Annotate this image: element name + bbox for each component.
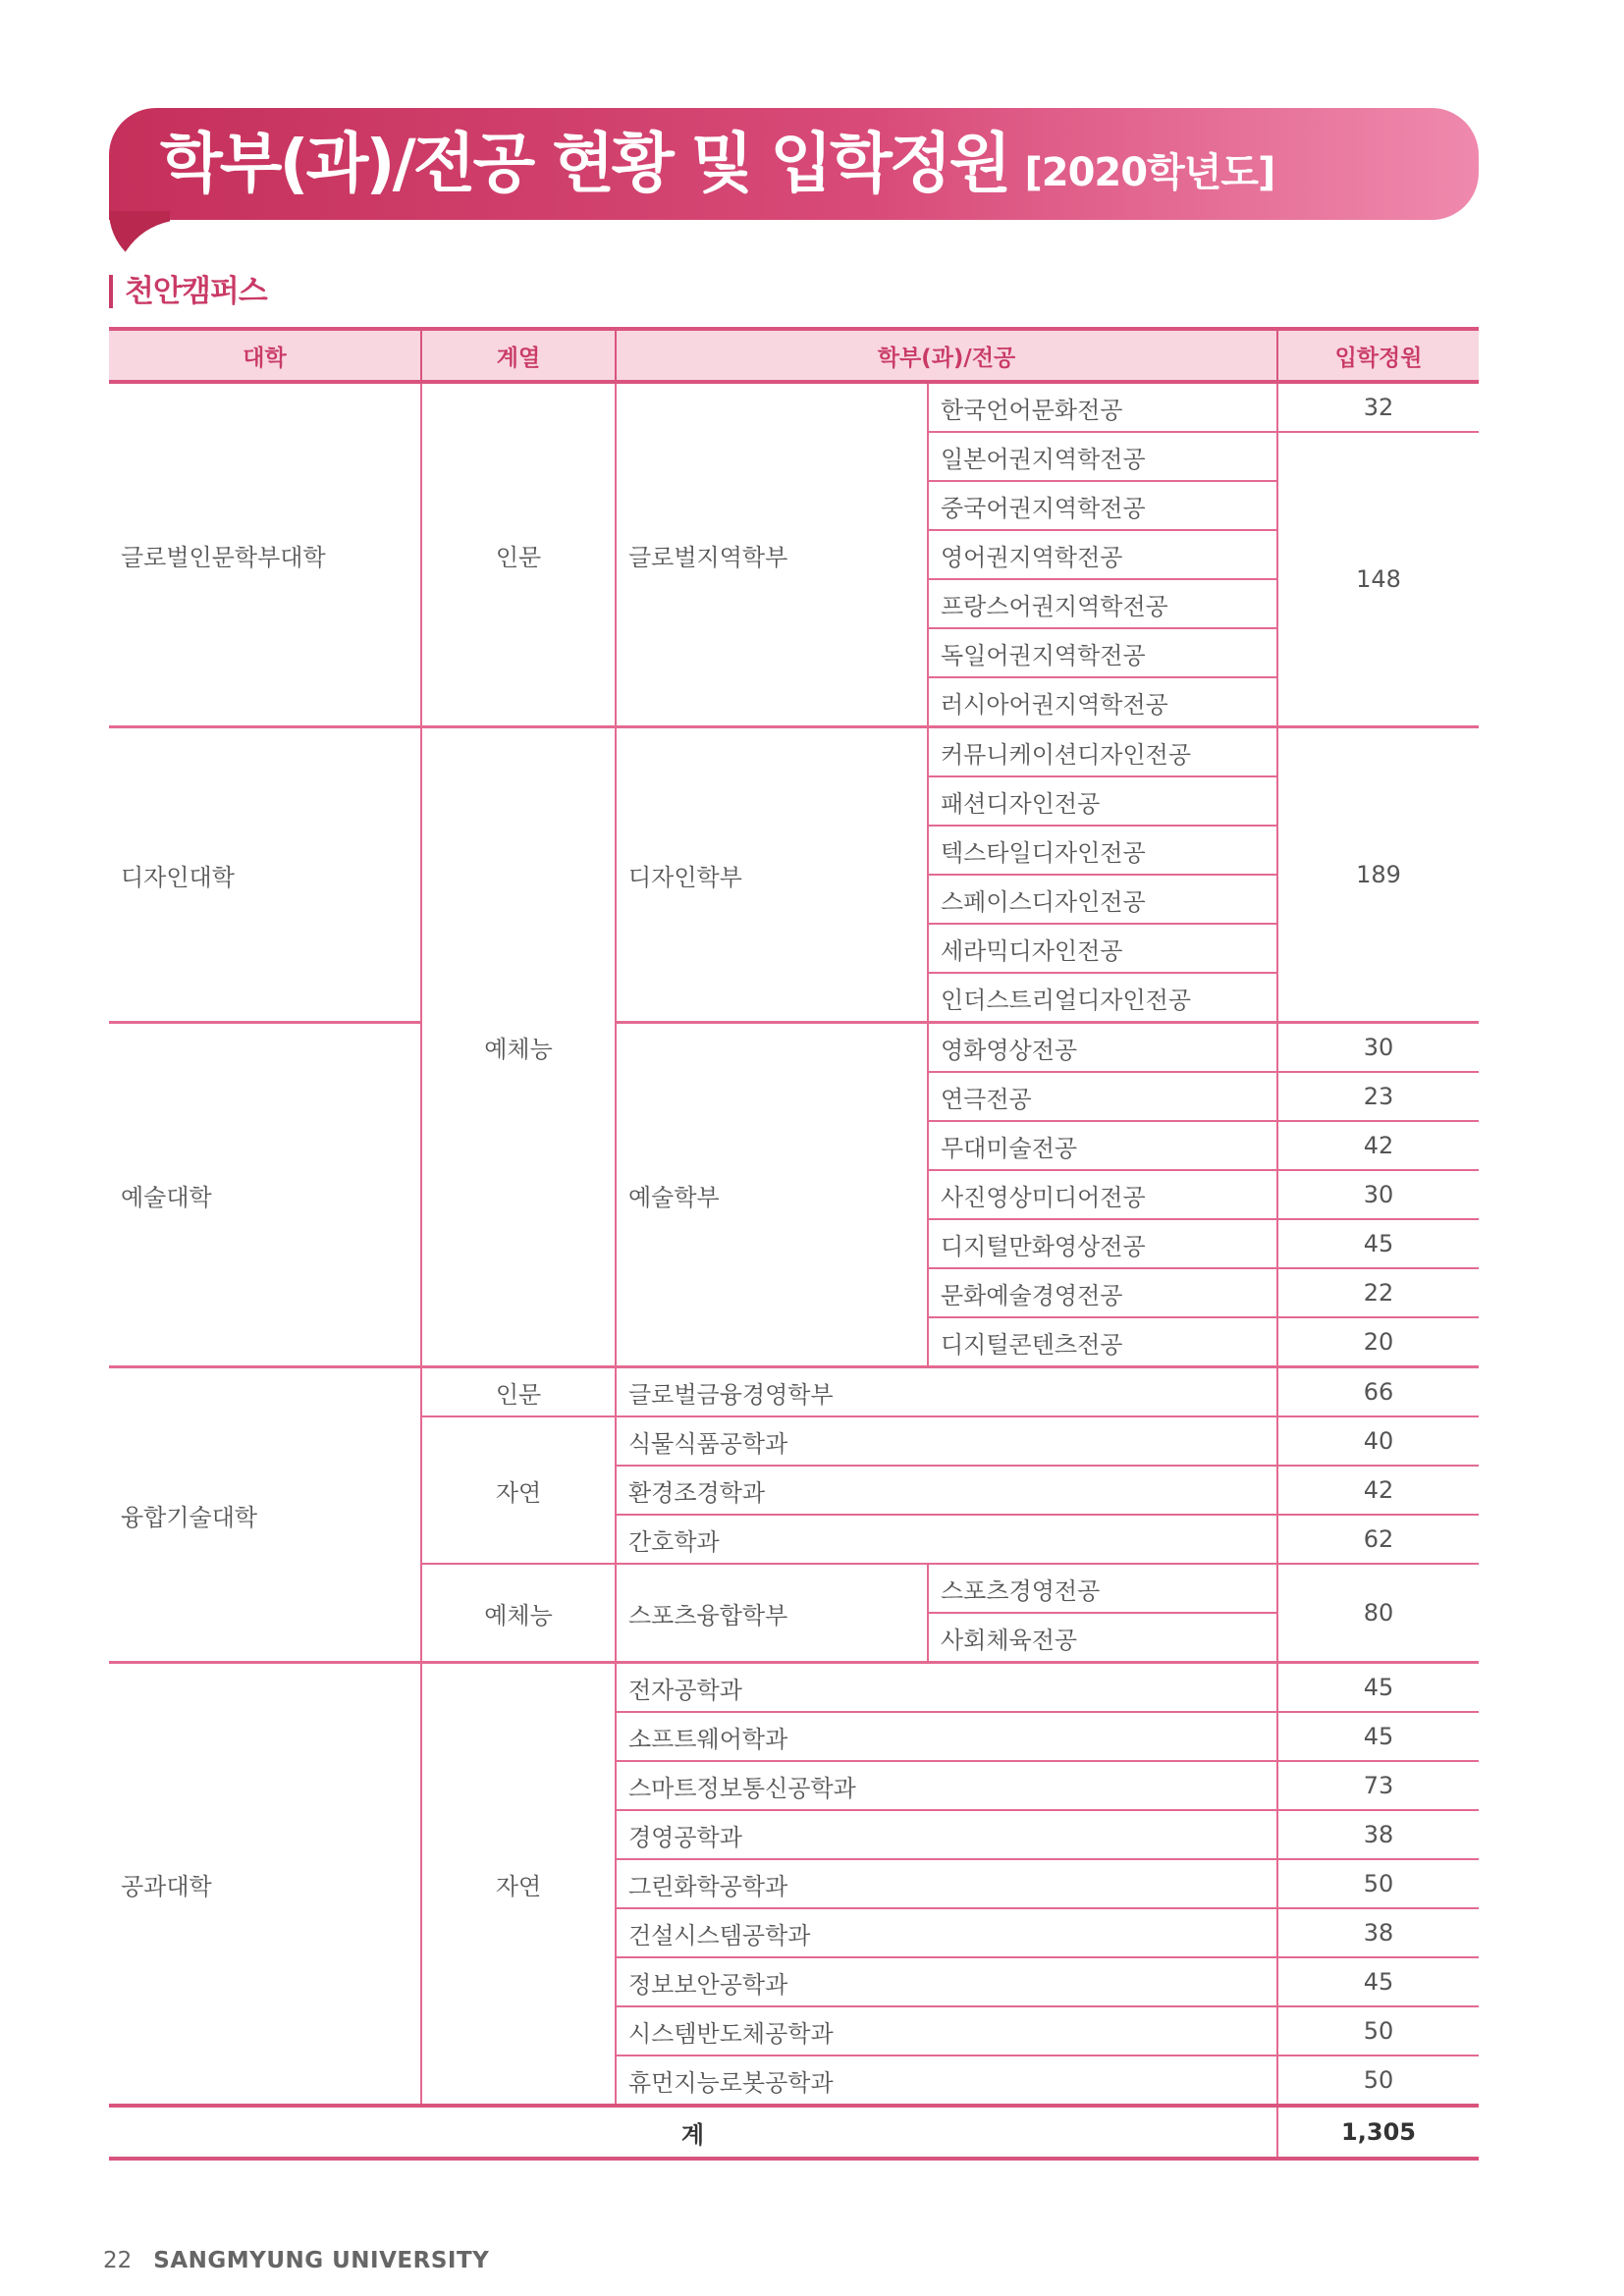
total-row bbox=[109, 2106, 1479, 2159]
quota-cell: 38 bbox=[1277, 1908, 1479, 1957]
quota-cell: 148 bbox=[1277, 432, 1479, 727]
total-label: 계 bbox=[109, 2106, 1277, 2159]
field-cell: 예체능 bbox=[421, 727, 616, 1367]
quota-cell: 189 bbox=[1277, 727, 1479, 1023]
quota-cell: 45 bbox=[1277, 1663, 1479, 1713]
major-cell: 세라믹디자인전공 bbox=[928, 924, 1277, 973]
major-cell: 문화예술경영전공 bbox=[928, 1268, 1277, 1317]
quota-cell: 42 bbox=[1277, 1466, 1479, 1515]
page-title bbox=[160, 121, 1274, 207]
major-cell: 일본어권지역학전공 bbox=[928, 432, 1277, 481]
campus-label: 천안캠퍼스 bbox=[109, 275, 267, 308]
quota-cell: 45 bbox=[1277, 1219, 1479, 1268]
dept-cell: 스마트정보통신공학과 bbox=[616, 1761, 1277, 1810]
dept-cell: 식물식품공학과 bbox=[616, 1416, 1277, 1466]
major-cell: 독일어권지역학전공 bbox=[928, 628, 1277, 677]
dept-cell: 시스템반도체공학과 bbox=[616, 2006, 1277, 2056]
quota-cell: 45 bbox=[1277, 1957, 1479, 2006]
quota-cell: 50 bbox=[1277, 2006, 1479, 2056]
quota-cell: 40 bbox=[1277, 1416, 1479, 1466]
major-cell: 인더스트리얼디자인전공 bbox=[928, 973, 1277, 1023]
major-cell: 러시아어권지역학전공 bbox=[928, 677, 1277, 727]
major-cell: 디지털만화영상전공 bbox=[928, 1219, 1277, 1268]
major-cell: 디지털콘텐츠전공 bbox=[928, 1317, 1277, 1367]
field-cell: 예체능 bbox=[421, 1564, 616, 1663]
field-cell: 인문 bbox=[421, 1367, 616, 1417]
quota-cell: 50 bbox=[1277, 2056, 1479, 2106]
field-cell: 인문 bbox=[421, 382, 616, 727]
quota-cell: 38 bbox=[1277, 1810, 1479, 1859]
quota-cell: 30 bbox=[1277, 1023, 1479, 1073]
table-row bbox=[109, 727, 1479, 777]
quota-cell: 66 bbox=[1277, 1367, 1479, 1417]
page-title-year: [2020학년도] bbox=[1024, 150, 1275, 195]
page-number: 22 bbox=[103, 2248, 133, 2273]
dept-cell: 글로벌지역학부 bbox=[616, 382, 928, 727]
table-row bbox=[109, 1663, 1479, 1713]
college-cell: 공과대학 bbox=[109, 1663, 421, 2107]
college-cell: 예술대학 bbox=[109, 1023, 421, 1367]
page-footer bbox=[103, 2248, 489, 2273]
dept-cell: 건설시스템공학과 bbox=[616, 1908, 1277, 1957]
college-cell: 융합기술대학 bbox=[109, 1367, 421, 1663]
major-cell: 연극전공 bbox=[928, 1072, 1277, 1121]
major-cell: 영화영상전공 bbox=[928, 1023, 1277, 1073]
quota-cell: 50 bbox=[1277, 1859, 1479, 1908]
major-cell: 프랑스어권지역학전공 bbox=[928, 579, 1277, 628]
admissions-table-container bbox=[109, 327, 1479, 2161]
major-cell: 스포츠경영전공 bbox=[928, 1564, 1277, 1613]
col-header-dept: 학부(과)/전공 bbox=[616, 329, 1277, 382]
dept-cell: 스포츠융합학부 bbox=[616, 1564, 928, 1663]
dept-cell: 간호학과 bbox=[616, 1515, 1277, 1564]
quota-cell: 23 bbox=[1277, 1072, 1479, 1121]
quota-cell: 20 bbox=[1277, 1317, 1479, 1367]
dept-cell: 글로벌금융경영학부 bbox=[616, 1367, 1277, 1417]
field-cell: 자연 bbox=[421, 1663, 616, 2107]
quota-cell: 80 bbox=[1277, 1564, 1479, 1663]
dept-cell: 디자인학부 bbox=[616, 727, 928, 1023]
dept-cell: 정보보안공학과 bbox=[616, 1957, 1277, 2006]
dept-cell: 소프트웨어학과 bbox=[616, 1712, 1277, 1761]
college-cell: 글로벌인문학부대학 bbox=[109, 382, 421, 727]
quota-cell: 22 bbox=[1277, 1268, 1479, 1317]
page-title-text: 학부(과)/전공 현황 및 입학정원 bbox=[160, 126, 1009, 201]
major-cell: 한국언어문화전공 bbox=[928, 382, 1277, 432]
dept-cell: 예술학부 bbox=[616, 1023, 928, 1367]
quota-cell: 42 bbox=[1277, 1121, 1479, 1170]
table-row bbox=[109, 382, 1479, 432]
total-value: 1,305 bbox=[1277, 2106, 1479, 2159]
quota-cell: 73 bbox=[1277, 1761, 1479, 1810]
dept-cell: 휴먼지능로봇공학과 bbox=[616, 2056, 1277, 2106]
field-cell: 자연 bbox=[421, 1416, 616, 1564]
table-header-row bbox=[109, 329, 1479, 382]
quota-cell: 62 bbox=[1277, 1515, 1479, 1564]
major-cell: 스페이스디자인전공 bbox=[928, 875, 1277, 924]
col-header-college: 대학 bbox=[109, 329, 421, 382]
university-name: SANGMYUNG UNIVERSITY bbox=[153, 2248, 490, 2273]
major-cell: 중국어권지역학전공 bbox=[928, 481, 1277, 530]
table-row bbox=[109, 1023, 1479, 1073]
major-cell: 사회체육전공 bbox=[928, 1613, 1277, 1663]
table-row bbox=[109, 1367, 1479, 1417]
dept-cell: 경영공학과 bbox=[616, 1810, 1277, 1859]
dept-cell: 그린화학공학과 bbox=[616, 1859, 1277, 1908]
col-header-quota: 입학정원 bbox=[1277, 329, 1479, 382]
college-cell: 디자인대학 bbox=[109, 727, 421, 1023]
major-cell: 텍스타일디자인전공 bbox=[928, 826, 1277, 875]
quota-cell: 32 bbox=[1277, 382, 1479, 432]
dept-cell: 전자공학과 bbox=[616, 1663, 1277, 1713]
major-cell: 패션디자인전공 bbox=[928, 776, 1277, 826]
col-header-field: 계열 bbox=[421, 329, 616, 382]
major-cell: 커뮤니케이션디자인전공 bbox=[928, 727, 1277, 777]
dept-cell: 환경조경학과 bbox=[616, 1466, 1277, 1515]
quota-cell: 45 bbox=[1277, 1712, 1479, 1761]
admissions-table bbox=[109, 327, 1479, 2161]
quota-cell: 30 bbox=[1277, 1170, 1479, 1219]
major-cell: 영어권지역학전공 bbox=[928, 530, 1277, 579]
major-cell: 사진영상미디어전공 bbox=[928, 1170, 1277, 1219]
major-cell: 무대미술전공 bbox=[928, 1121, 1277, 1170]
